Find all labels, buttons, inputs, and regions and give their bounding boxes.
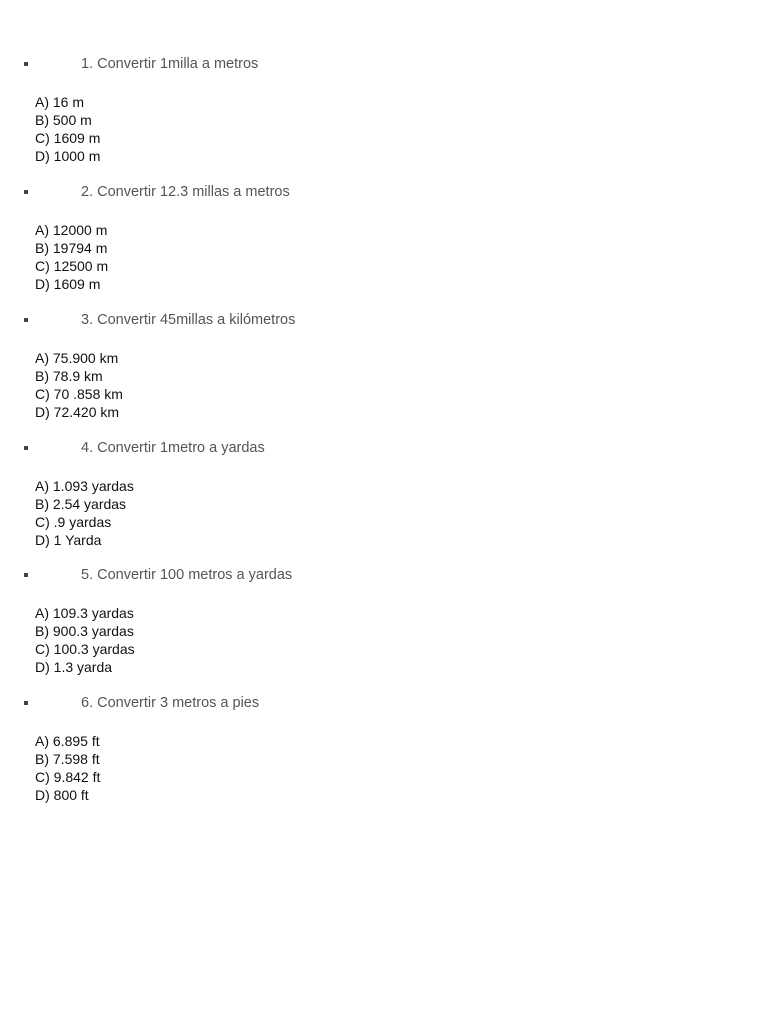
question-text: 3. Convertir 45millas a kilómetros [81, 312, 296, 328]
question-header [0, 55, 768, 75]
question-item [0, 566, 768, 675]
question-item [0, 55, 768, 164]
square-bullet-icon [24, 701, 28, 705]
answer-option: B) 900.3 yardas [35, 623, 134, 639]
answer-option: D) 800 ft [35, 787, 89, 803]
answer-options [35, 604, 135, 676]
answer-option: A) 12000 m [35, 222, 108, 238]
question-item [0, 183, 768, 292]
answer-options [35, 93, 100, 165]
answer-option: B) 2.54 yardas [35, 496, 127, 512]
question-text: 1. Convertir 1milla a metros [81, 56, 259, 72]
answer-option: C) 1609 m [35, 130, 101, 146]
answer-options [35, 477, 134, 549]
answer-option: B) 7.598 ft [35, 751, 100, 767]
answer-option: A) 75.900 km [35, 350, 119, 366]
answer-options [35, 732, 100, 804]
question-header [0, 694, 768, 714]
answer-option: A) 109.3 yardas [35, 605, 134, 621]
answer-option: C) 9.842 ft [35, 769, 101, 785]
answer-option: D) 1609 m [35, 276, 101, 292]
answer-option: C) .9 yardas [35, 514, 112, 530]
square-bullet-icon [24, 446, 28, 450]
answer-option: D) 1000 m [35, 148, 101, 164]
answer-option: C) 12500 m [35, 258, 109, 274]
answer-option: B) 19794 m [35, 240, 108, 256]
answer-option: D) 1 Yarda [35, 532, 102, 548]
answer-options [35, 221, 108, 293]
question-text: 6. Convertir 3 metros a pies [81, 695, 260, 711]
question-item [0, 311, 768, 420]
square-bullet-icon [24, 573, 28, 577]
answer-option: D) 1.3 yarda [35, 659, 113, 675]
question-item [0, 439, 768, 548]
question-header [0, 566, 768, 586]
answer-option: A) 1.093 yardas [35, 478, 134, 494]
question-header [0, 183, 768, 203]
answer-option: D) 72.420 km [35, 404, 120, 420]
answer-option: B) 500 m [35, 112, 92, 128]
question-text: 2. Convertir 12.3 millas a metros [81, 184, 290, 200]
answer-option: A) 6.895 ft [35, 733, 100, 749]
question-header [0, 311, 768, 331]
square-bullet-icon [24, 318, 28, 322]
answer-option: B) 78.9 km [35, 368, 103, 384]
answer-option: A) 16 m [35, 94, 85, 110]
question-text: 4. Convertir 1metro a yardas [81, 440, 265, 456]
answer-option: C) 100.3 yardas [35, 641, 135, 657]
square-bullet-icon [24, 190, 28, 194]
square-bullet-icon [24, 62, 28, 66]
question-item [0, 694, 768, 803]
answer-option: C) 70 .858 km [35, 386, 123, 402]
answer-options [35, 349, 123, 421]
question-text: 5. Convertir 100 metros a yardas [81, 567, 293, 583]
question-header [0, 439, 768, 459]
